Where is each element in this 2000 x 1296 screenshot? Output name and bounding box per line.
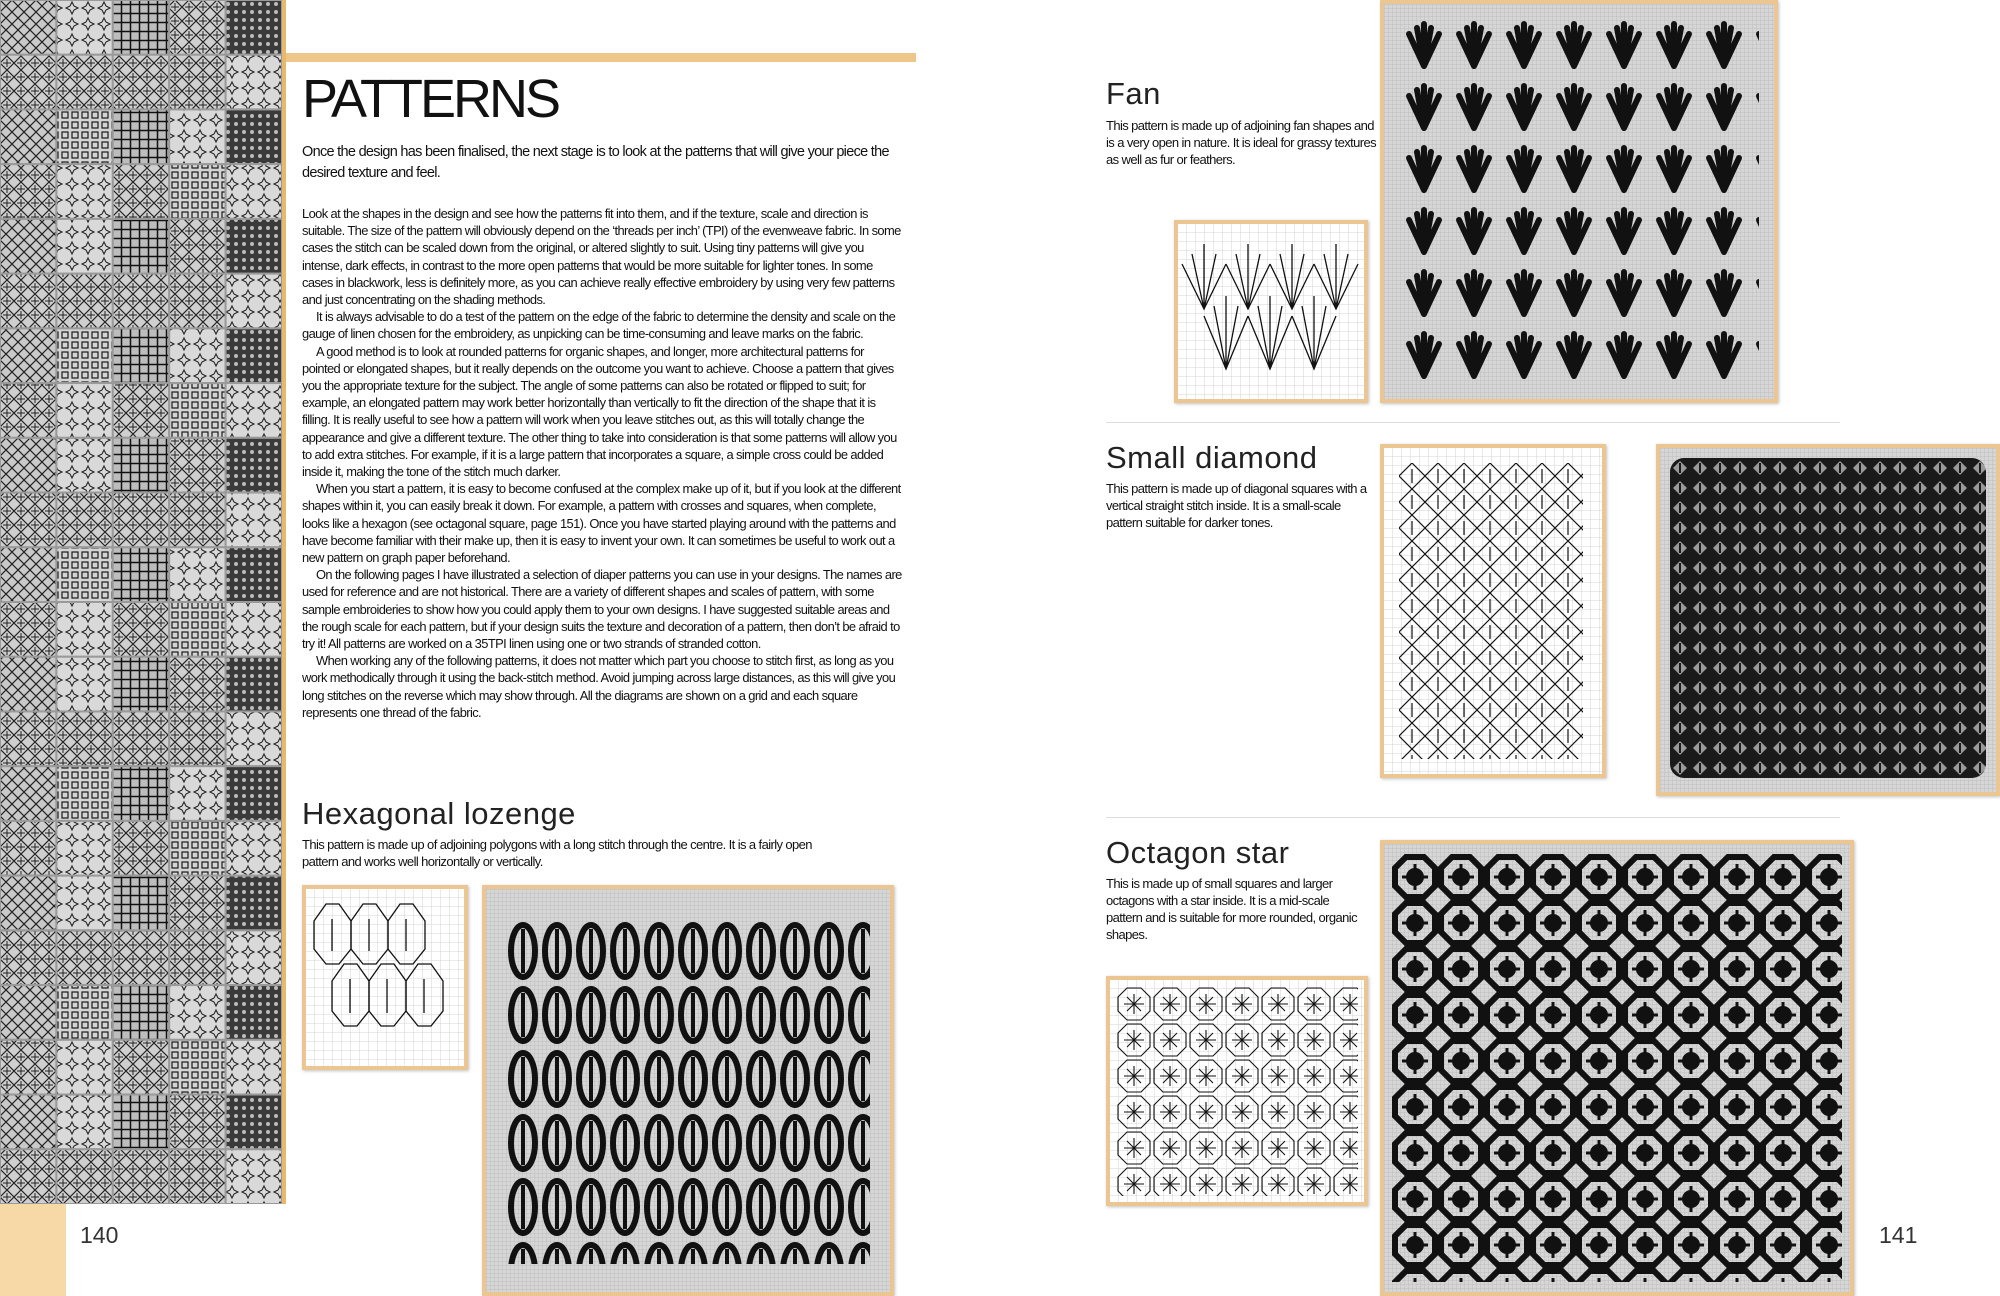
fan-title: Fan — [1106, 76, 1161, 111]
fan-desc: This pattern is made up of adjoining fan shapes and is a very open in nature. It is ideal for grassy textures as well as fur or feathers. — [1106, 118, 1376, 167]
blackwork-sampler-image — [0, 0, 286, 1204]
hexagonal-lozenge-desc: This pattern is made up of adjoining polygons with a long stitch through the centre. It is a fairly open pattern and works well horizontally or vertically. — [302, 837, 812, 869]
fan-diagram — [1174, 220, 1368, 403]
section-divider — [1106, 817, 1840, 818]
small-diamond-title: Small diamond — [1106, 440, 1318, 475]
intro-paragraph: Once the design has been finalised, the next stage is to look at the patterns that will give your piece the desired texture and feel. — [302, 144, 889, 181]
body-paragraph: When working any of the following patterns, it does not matter which part you choose to stitch first, as long as you work methodically through it using the back-stitch method. Avoid jumping across large distances, as this will give you long stitches on the reverse which may show through. All the diagrams are shown on a grid and each square represents one thread of the fabric. — [302, 653, 896, 720]
hexagonal-lozenge-title: Hexagonal lozenge — [302, 796, 576, 831]
section-divider — [1106, 422, 1840, 423]
body-paragraph: A good method is to look at rounded patterns for organic shapes, and longer, more architectural patterns for pointed or elongated shapes, but it really depends on the outcome you want to achieve. Choose a pattern that gives you the appropriate texture for the subject. The angle of some patterns can also be rotated or flipped to suit; for example, an elongated pattern may work better horizontally than vertically to fit the direction of the shape that it is filling. It is really useful to see how a pattern will work when you leave stitches out, as this will totally change the appearance and give a different texture. The other thing to take into consideration is that some patterns will allow you to add extra stitches. For example, if it is a large pattern that incorporates a square, a simple cross could be added inside it, making the tone of the stitch much darker. — [302, 343, 897, 480]
page-title: PATTERNS — [302, 69, 559, 129]
octagon-star-embroidery-photo — [1380, 840, 1854, 1296]
octagon-star-diagram — [1106, 976, 1368, 1206]
hexagonal-lozenge-diagram — [302, 885, 468, 1070]
page-number-left: 140 — [80, 1222, 119, 1248]
body-paragraph: When you start a pattern, it is easy to become confused at the complex make up of it, but if you look at the different shapes within it, you can easily break it down. For example, a pattern with crosses and squares, when complete, looks like a hexagon (see octagonal square, page 151). Once you have started playing around with the patterns and have become familiar with their make up, then it is easy to invent your own. It can sometimes be useful to work out a new pattern on graph paper beforehand. — [302, 481, 901, 566]
body-paragraph: On the following pages I have illustrated a selection of diaper patterns you can use in your designs. The names are used for reference and are not historical. There are a variety of different shapes and scales of pattern, with some sample embroideries to show how you could apply them to your own designs. I have suggested suitable areas and the rough scale for each pattern, but if your design suits the texture and decoration of a pattern, then don’t be afraid to try it! All patterns are worked on a 35TPI linen using one or two strands of stranded cotton. — [302, 567, 902, 652]
small-diamond-embroidery-photo — [1656, 444, 2000, 796]
page-tab-left — [0, 1204, 66, 1296]
body-paragraph: Look at the shapes in the design and see how the patterns fit into them, and if the texture, scale and direction is suitable. The size of the pattern will obviously depend on the ‘threads per inch’ (TPI) of the evenweave fabric. In some cases the stitch can be scaled down from the original, or altered slightly to suit. Using tiny patterns will give you intense, dark effects, in contrast to the more open patterns that would be more suitable for lighter tones. In some cases in blackwork, less is definitely more, as you can achieve really effective embroidery by using very few patterns and just concentrating on the shading methods. — [302, 206, 901, 308]
body-text — [302, 205, 902, 721]
small-diamond-desc: This pattern is made up of diagonal squares with a vertical straight stitch inside. It is a small-scale pattern suitable for darker tones. — [1106, 481, 1367, 530]
fan-embroidery-photo — [1380, 0, 1778, 403]
octagon-star-title: Octagon star — [1106, 835, 1290, 870]
hexagonal-lozenge-embroidery-photo — [482, 885, 894, 1296]
octagon-star-desc: This is made up of small squares and larger octagons with a star inside. It is a mid-scale pattern and is suitable for more rounded, organic shapes. — [1106, 876, 1357, 942]
small-diamond-diagram — [1380, 444, 1606, 778]
body-paragraph: It is always advisable to do a test of the pattern on the edge of the fabric to determine the density and scale on the gauge of linen chosen for the embroidery, as unpicking can be time-consuming and leave marks on the fabric. — [302, 309, 896, 342]
title-rule — [286, 53, 916, 62]
page-number-right: 141 — [1879, 1222, 1918, 1248]
